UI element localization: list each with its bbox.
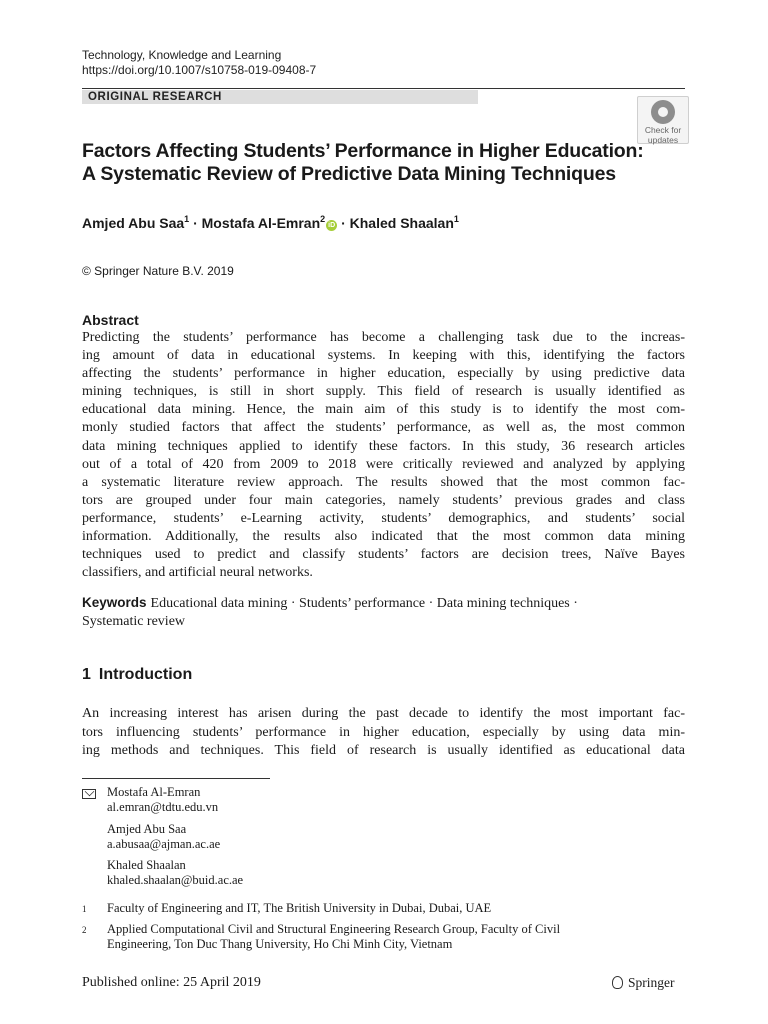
- journal-header: [82, 48, 316, 78]
- header-rule: [82, 88, 685, 89]
- abstract-line: classifiers, and artificial neural networks.: [82, 565, 313, 581]
- journal-name: Technology, Knowledge and Learning: [82, 48, 282, 62]
- affiliation-text: [107, 901, 491, 916]
- title-line-2: A Systematic Review of Predictive Data Mining Techniques: [82, 163, 616, 185]
- contact-name: Khaled Shaalan: [107, 858, 186, 872]
- author-separator: ·: [341, 215, 346, 231]
- contact-email[interactable]: khaled.shaalan@buid.ac.ae: [107, 872, 244, 887]
- author-list: [82, 210, 459, 232]
- contact-name: Mostafa Al-Emran: [107, 785, 201, 799]
- contact-name: Amjed Abu Saa: [107, 822, 187, 836]
- keywords-label: Keywords: [82, 595, 147, 610]
- check-for-updates-badge[interactable]: [637, 96, 689, 144]
- category-bar: [82, 90, 478, 104]
- publisher-logo: [612, 975, 675, 991]
- author-contact: [107, 858, 243, 887]
- contact-email[interactable]: al.emran@tdtu.edu.vn: [107, 799, 219, 814]
- abstract-line: mining techniques, is still in short supply. This field of research is usually identified as: [82, 384, 685, 400]
- abstract-line: Predicting the students’ performance has become a challenging task due to the increas-: [82, 330, 685, 345]
- introduction-body: [82, 705, 685, 761]
- abstract-line: information. Additionally, the results also indicated that the most common data mining: [82, 529, 685, 545]
- keywords-line-2: Systematic review: [82, 614, 186, 629]
- author-contact: [107, 822, 220, 851]
- section-title: Introduction: [98, 666, 193, 683]
- contact-email[interactable]: a.abusaa@ajman.ac.ae: [107, 836, 221, 851]
- copyright-notice: © Springer Nature B.V. 2019: [82, 264, 234, 278]
- crossmark-icon: [651, 100, 675, 124]
- corresponding-contact: [107, 785, 218, 814]
- author-name[interactable]: Amjed Abu Saa: [82, 215, 185, 231]
- envelope-icon: [82, 789, 96, 799]
- badge-text-line2: updates: [647, 135, 679, 145]
- abstract-line: performance, students’ e-Learning activity, students’ demographics, and students’ social: [82, 510, 685, 526]
- abstract-line: out of a total of 420 from 2009 to 2018 were critically reviewed and analyzed by applying: [82, 456, 685, 472]
- keywords: [82, 594, 685, 631]
- intro-line: An increasing interest has arisen during the past decade to identify the most important fac-: [82, 706, 685, 721]
- abstract-body: [82, 329, 685, 582]
- affiliation-line: Applied Computational Civil and Structural Engineering Research Group, Faculty of Civil: [107, 922, 561, 936]
- category-label: ORIGINAL RESEARCH: [88, 91, 222, 103]
- intro-line: tors influencing students’ performance in higher education, especially by using data min-: [82, 724, 685, 740]
- section-heading-introduction: [82, 665, 192, 685]
- author-affiliation-mark: 1: [184, 214, 190, 224]
- affiliation-text: [107, 922, 560, 951]
- author-separator: ·: [193, 215, 198, 231]
- author-name[interactable]: Mostafa Al-Emran: [201, 215, 321, 231]
- footnote-rule: [82, 778, 270, 779]
- abstract-line: tors are grouped under four main categories, namely students’ previous grades and class: [82, 492, 685, 508]
- springer-horse-icon: [612, 976, 623, 989]
- affiliation-line: Faculty of Engineering and IT, The British University in Dubai, Dubai, UAE: [107, 901, 492, 915]
- article-title: [82, 140, 682, 186]
- author-affiliation-mark: 2: [320, 214, 326, 224]
- section-number: 1: [82, 666, 91, 683]
- doi-link[interactable]: https://doi.org/10.1007/s10758-019-09408-7: [82, 63, 317, 77]
- publisher-name: Springer: [628, 975, 675, 990]
- abstract-heading: Abstract: [82, 312, 139, 328]
- affiliation-line: Engineering, Ton Duc Thang University, Ho Chi Minh City, Vietnam: [107, 936, 453, 951]
- abstract-line: educational data mining. Hence, the main aim of this study is to identify the most com-: [82, 402, 685, 418]
- abstract-line: techniques used to predict and classify students’ factors are decision trees, Naïve Bayes: [82, 547, 685, 563]
- abstract-line: ing amount of data in educational systems. In keeping with this, identifying the factors: [82, 348, 685, 364]
- published-date: Published online: 25 April 2019: [82, 975, 261, 990]
- abstract-line: monly studied factors that affect the students’ performance, as well as, the most common: [82, 420, 685, 436]
- author-name[interactable]: Khaled Shaalan: [349, 215, 454, 231]
- intro-line: ing methods and techniques. This field of research is usually identified as educational data: [82, 743, 685, 759]
- abstract-line: a systematic literature review approach. The results showed that the most common fac-: [82, 474, 685, 490]
- abstract-line: data mining techniques applied to identify these factors. In this study, 36 research articles: [82, 438, 685, 454]
- affiliation-number: 2: [82, 925, 87, 935]
- orcid-icon[interactable]: iD: [328, 222, 336, 229]
- title-line-1: Factors Affecting Students’ Performance in Higher Education:: [82, 140, 644, 162]
- badge-text-line1: Check for: [644, 125, 682, 135]
- abstract-line: affecting the students’ performance in higher education, especially by using predictive data: [82, 366, 685, 382]
- affiliation-number: 1: [82, 904, 87, 914]
- keywords-line-1: Educational data mining · Students’ performance · Data mining techniques ·: [150, 596, 578, 611]
- author-affiliation-mark: 1: [453, 214, 459, 224]
